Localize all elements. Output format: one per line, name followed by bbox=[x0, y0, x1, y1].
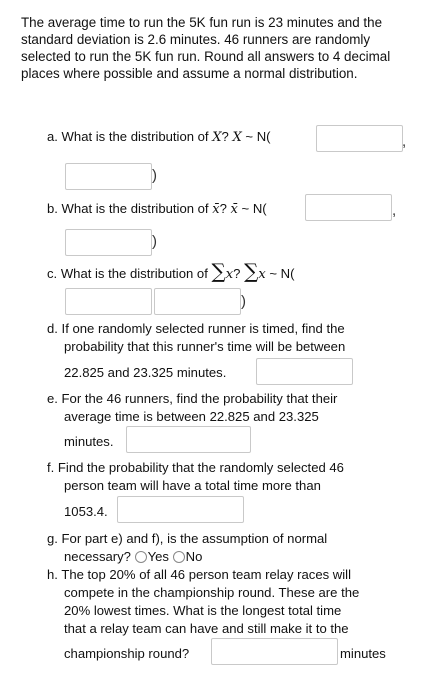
question-c-text: c. What is the distribution of bbox=[47, 266, 212, 281]
close-paren: ) bbox=[241, 293, 246, 310]
question-b-text: b. What is the distribution of bbox=[47, 201, 213, 216]
answer-e-input[interactable] bbox=[126, 426, 251, 453]
radio-no[interactable] bbox=[173, 551, 185, 563]
var-x: x bbox=[225, 267, 234, 282]
question-f-line2: person team will have a total time more than bbox=[64, 478, 321, 493]
question-h-line4: that a relay team can have and still make it to the bbox=[64, 621, 349, 636]
question-e-line2: average time is between 22.825 and 23.325 bbox=[64, 409, 319, 424]
answer-b-mean-input[interactable] bbox=[305, 194, 392, 221]
sigma-icon: ∑ bbox=[244, 259, 259, 283]
question-mark: ? bbox=[221, 129, 233, 144]
question-mark: ? bbox=[233, 266, 245, 281]
answer-a-mean-input[interactable] bbox=[316, 125, 403, 152]
tilde-normal: ~ N( bbox=[241, 129, 271, 144]
question-mark: ? bbox=[219, 201, 231, 216]
tilde-normal: ~ N( bbox=[265, 266, 295, 281]
unit-minutes: minutes bbox=[340, 646, 386, 661]
question-g-line2 bbox=[64, 548, 202, 566]
question-a bbox=[47, 128, 271, 147]
question-e-line3: minutes. bbox=[64, 434, 114, 449]
answer-a-sd-input[interactable] bbox=[65, 163, 152, 190]
answer-c-sd-input[interactable] bbox=[154, 288, 241, 315]
radio-no-label: No bbox=[185, 549, 203, 564]
close-paren: ) bbox=[152, 167, 157, 184]
question-h-line5: championship round? bbox=[64, 646, 190, 661]
question-b bbox=[47, 200, 267, 219]
question-g-line1: g. For part e) and f), is the assumption of normal bbox=[47, 531, 328, 546]
answer-d-input[interactable] bbox=[256, 358, 353, 385]
comma: , bbox=[392, 202, 397, 219]
question-d-line2: probability that this runner's time will be between bbox=[64, 339, 346, 354]
answer-f-input[interactable] bbox=[117, 496, 244, 523]
answer-b-sd-input[interactable] bbox=[65, 229, 152, 256]
answer-h-input[interactable] bbox=[211, 638, 338, 665]
question-h-line2: compete in the championship round. These are the bbox=[64, 585, 360, 600]
comma: , bbox=[402, 133, 407, 150]
var-x-2: x bbox=[258, 267, 266, 282]
var-xbar-2: x̄ bbox=[230, 202, 238, 217]
question-d-line1: d. If one randomly selected runner is timed, find the bbox=[47, 321, 345, 336]
question-f-line1: f. Find the probability that the randomly selected 46 bbox=[47, 460, 344, 475]
var-x: X bbox=[212, 130, 222, 145]
question-h-line1: h. The top 20% of all 46 person team relay races will bbox=[47, 567, 351, 582]
tilde-normal: ~ N( bbox=[237, 201, 267, 216]
question-f-line3: 1053.4. bbox=[64, 504, 108, 519]
question-h-line3: 20% lowest times. What is the longest total time bbox=[64, 603, 342, 618]
question-c bbox=[47, 259, 295, 284]
var-xbar: x̄ bbox=[212, 202, 220, 217]
question-g-text: necessary? bbox=[64, 549, 131, 564]
question-a-text: a. What is the distribution of bbox=[47, 129, 213, 144]
radio-yes[interactable] bbox=[135, 551, 147, 563]
radio-yes-label: Yes bbox=[147, 549, 169, 564]
var-x-2: X bbox=[232, 130, 242, 145]
close-paren: ) bbox=[152, 233, 157, 250]
sigma-icon: ∑ bbox=[211, 259, 226, 283]
question-e-line1: e. For the 46 runners, find the probability that their bbox=[47, 391, 338, 406]
problem-intro: The average time to run the 5K fun run is 23 minutes and the standard deviation is 2.6 minutes. 46 runners are randomly selected to run the 5K fun run. Round all answers to 4 decimal places where possible and assume a normal distribution. bbox=[21, 15, 391, 81]
answer-c-mean-input[interactable] bbox=[65, 288, 152, 315]
question-d-line3: 22.825 and 23.325 minutes. bbox=[64, 365, 227, 380]
